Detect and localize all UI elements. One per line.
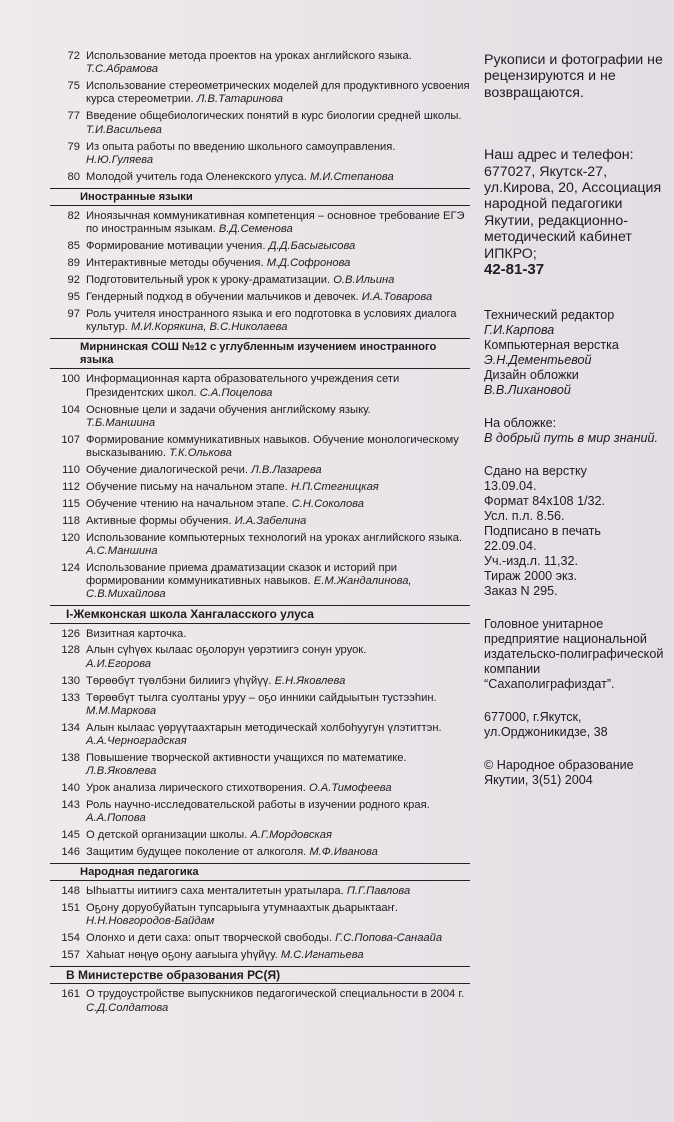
- toc-entry: [50, 846, 470, 859]
- article-title: Использование стереометрических моделей для продуктивного усвоения курса стереометрии.: [86, 80, 470, 106]
- article-author: О.А.Тимофеева: [308, 782, 392, 795]
- toc-entry: [50, 829, 470, 842]
- toc-entry: [50, 902, 470, 929]
- page-number: 138: [61, 751, 80, 764]
- article-author: Н.Н.Новгородов-Байдам: [86, 915, 215, 928]
- article-author: А.С.Маншина: [86, 544, 158, 557]
- article-title: Использование приема драматизации сказок и историй при формировании коммуникативных навыков.: [86, 561, 398, 588]
- article-author: М.И.Степанова: [309, 170, 394, 183]
- article-author: Е.Н.Яковлева: [274, 674, 346, 687]
- cover-design-name: В.В.Лихановой: [484, 383, 571, 398]
- article-author: С.Д.Солдатова: [86, 1001, 169, 1014]
- print-detail-line: Формат 84x108 1/32.: [484, 494, 606, 509]
- article-title: Подготовительный урок к уроку-драматизации.: [86, 273, 331, 286]
- article-author: Л.В.Яковлева: [86, 765, 157, 778]
- page-number: 130: [61, 674, 80, 687]
- toc-entry: [50, 722, 470, 749]
- article-title: Төрөөбүт түөлбэни билиигэ үһүйүү.: [86, 674, 272, 687]
- toc-entry: [50, 80, 470, 107]
- page-number: 82: [67, 209, 80, 222]
- publisher: Головное унитарное предприятие национальной издательско-полиграфической компании “Сахаполиграфиздат”.: [484, 617, 664, 692]
- article-author: А.А.Черноградская: [86, 735, 187, 748]
- toc-entry: [50, 628, 470, 641]
- toc-entry: [50, 308, 470, 335]
- print-detail-line: Тираж 2000 экз.: [484, 569, 577, 584]
- page-number: 154: [61, 932, 80, 945]
- page-number: 133: [61, 691, 80, 704]
- article-author: О.В.Ильина: [333, 273, 395, 286]
- toc-entry: [50, 240, 470, 253]
- page-number: 118: [62, 514, 80, 527]
- article-title: Основные цели и задачи обучения английскому языку.: [86, 403, 371, 416]
- page-number: 95: [67, 290, 80, 303]
- page-number: 85: [67, 240, 80, 253]
- section-heading: I-Жемконская школа Хангаласского улуса: [50, 605, 470, 623]
- print-detail-line: Заказ N 295.: [484, 584, 558, 599]
- toc-entry: [50, 274, 470, 287]
- article-title: Активные формы обучения.: [86, 514, 232, 527]
- imprint-column: [484, 52, 664, 806]
- toc-entry: [50, 675, 470, 688]
- article-author: М.Ф.Иванова: [309, 846, 378, 859]
- toc-entry: [50, 932, 470, 945]
- article-author: М.С.Игнатьева: [280, 949, 364, 962]
- section-heading: В Министерстве образования РС(Я): [50, 966, 470, 984]
- article-author: Л.В.Лазарева: [251, 464, 322, 477]
- article-title: Урок анализа лирического стихотворения.: [86, 782, 306, 795]
- page-number: 146: [61, 846, 80, 859]
- toc-entry: [50, 988, 470, 1015]
- table-of-contents: [50, 50, 470, 1019]
- page-number: 145: [61, 829, 80, 842]
- toc-entry: [50, 481, 470, 494]
- toc-entry: [50, 949, 470, 962]
- tech-editor-label: Технический редактор: [484, 308, 615, 323]
- article-author: А.И.Егорова: [86, 657, 152, 670]
- toc-entry: [50, 885, 470, 898]
- article-title: Формирование коммуникативных навыков. Обучение монологическому высказыванию.: [86, 433, 459, 460]
- article-author: Н.П.Стегницкая: [290, 480, 379, 493]
- toc-entry: [50, 498, 470, 511]
- tech-editor-name: Г.И.Карпова: [484, 323, 555, 338]
- print-detail-line: 22.09.04.: [484, 539, 537, 554]
- article-title: Олонхо и дети саха: опыт творческой свободы.: [86, 932, 332, 945]
- print-detail-line: Сдано на верстку: [484, 464, 587, 479]
- article-author: М.М.Маркова: [86, 704, 157, 717]
- toc-entry: [50, 692, 470, 719]
- article-author: А.А.Попова: [86, 812, 146, 825]
- article-author: Г.С.Попова-Санаайа: [335, 932, 443, 945]
- toc-entry: [50, 782, 470, 795]
- toc-entry: [50, 644, 470, 671]
- print-detail-line: Уч.-изд.л. 11,32.: [484, 554, 579, 569]
- article-author: Н.Ю.Гуляева: [86, 153, 154, 166]
- article-title: Роль научно-исследовательской работы в изучении родного края.: [86, 798, 430, 811]
- print-details: [484, 464, 664, 599]
- toc-entry: [50, 373, 470, 400]
- page-number: 124: [61, 561, 80, 574]
- toc-entry: [50, 141, 470, 168]
- toc-entry: [50, 50, 470, 77]
- layout-label: Компьютерная верстка: [484, 338, 619, 353]
- page-number: 75: [67, 80, 80, 93]
- toc-entry: [50, 404, 470, 431]
- article-title: Повышение творческой активности учащихся по математике.: [86, 751, 407, 764]
- toc-entry: [50, 171, 470, 184]
- toc-entry: [50, 291, 470, 304]
- phone-number: 42-81-37: [484, 261, 545, 279]
- cover-label: На обложке:: [484, 416, 557, 431]
- page-number: 115: [62, 497, 80, 510]
- article-title: Иноязычная коммуникативная компетенция – основное требование ЕГЭ по иностранным языкам.: [86, 209, 465, 236]
- article-title: Использование метода проектов на уроках английского языка.: [86, 50, 412, 62]
- article-author: С.Н.Соколова: [291, 497, 364, 510]
- article-title: Интерактивные методы обучения.: [86, 257, 264, 270]
- article-title: Из опыта работы по введению школьного самоуправления.: [86, 140, 396, 153]
- article-title: Информационная карта образовательного учреждения сети Президентских школ.: [86, 373, 400, 399]
- article-author: В.Д.Семенова: [218, 223, 293, 236]
- article-author: П.Г.Павлова: [346, 885, 411, 898]
- page-number: 72: [67, 50, 80, 62]
- article-title: Защитим будущее поколение от алкоголя.: [86, 846, 307, 859]
- toc-entry: [50, 110, 470, 137]
- article-title: Визитная карточка.: [86, 627, 187, 640]
- page-number: 100: [61, 373, 80, 386]
- page-number: 148: [61, 885, 80, 898]
- toc-entry: [50, 515, 470, 528]
- article-title: О детской организации школы.: [86, 829, 248, 842]
- article-author: А.Г.Мордовская: [250, 829, 332, 842]
- page-number: 77: [67, 110, 80, 123]
- article-title: Формирование мотивации учения.: [86, 240, 266, 253]
- page-number: 126: [61, 627, 80, 640]
- page-number: 120: [61, 531, 80, 544]
- manuscripts-note: Рукописи и фотографии не рецензируются и не возвращаются.: [484, 52, 663, 101]
- article-title: О трудоустройстве выпускников педагогической специальности в 2004 г.: [86, 988, 465, 1001]
- article-author: Т.С.Абрамова: [86, 63, 158, 76]
- publisher-address: 677000, г.Якутск, ул.Орджоникидзе, 38: [484, 710, 608, 740]
- page-number: 79: [67, 140, 80, 153]
- article-title: Введение общебиологических понятий в курс биологии средней школы.: [86, 110, 462, 123]
- print-detail-line: Подписано в печать: [484, 524, 601, 539]
- article-title: Ыһыатты иитиигэ саха менталитетын уратылара.: [86, 885, 344, 898]
- section-heading: Мирнинская СОШ №12 с углубленным изучением иностранного языка: [50, 338, 470, 370]
- article-author: Д.Д.Басыгысова: [268, 240, 356, 253]
- article-author: И.А.Товарова: [361, 290, 433, 303]
- page-number: 110: [62, 464, 80, 477]
- print-detail-line: 13.09.04.: [484, 479, 537, 494]
- page-number: 97: [67, 307, 80, 320]
- page-number: 161: [61, 988, 80, 1001]
- article-author: С.А.Поцелова: [199, 386, 273, 399]
- article-title: Хаһыат нөңүө оҕону аағыыга уһүйүу.: [86, 949, 278, 962]
- article-author: М.Д.Софронова: [266, 257, 351, 270]
- article-title: Гендерный подход в обучении мальчиков и девочек.: [86, 290, 359, 303]
- article-author: Е.М.Жандалинова, С.В.Михайлова: [86, 575, 412, 601]
- cover-note: [484, 416, 664, 446]
- page-number: 143: [61, 798, 80, 811]
- page-number: 92: [67, 273, 80, 286]
- article-title: Обучение диалогической речи.: [86, 464, 248, 477]
- article-title: Использование компьютерных технологий на уроках английского языка.: [86, 531, 463, 544]
- article-title: Роль учителя иностранного языка и его подготовка в условиях диалога культур.: [86, 307, 457, 333]
- article-title: Алын кылаас үөрүүтаахтарын методическай холбоһуугун үлэтиттэн.: [86, 721, 442, 734]
- page-number: 134: [61, 721, 80, 734]
- article-title: Обучение чтению на начальном этапе.: [86, 497, 289, 510]
- page-number: 89: [67, 257, 80, 270]
- article-author: И.А.Забелина: [234, 514, 307, 527]
- print-detail-line: Усл. п.л. 8.56.: [484, 509, 565, 524]
- credits: [484, 308, 664, 398]
- toc-entry: [50, 434, 470, 461]
- article-title: Оҕону доруобуйатын тупсарыыга утумнаахтык дьарыктааҥ.: [86, 902, 399, 915]
- page-number: 80: [67, 170, 80, 183]
- article-author: Т.К.Олькова: [169, 447, 232, 460]
- page-number: 157: [61, 949, 80, 962]
- toc-entry: [50, 210, 470, 237]
- toc-entry: [50, 532, 470, 559]
- page-number: 140: [61, 782, 80, 795]
- section-heading: Народная педагогика: [50, 863, 470, 881]
- article-author: Т.И.Васильева: [86, 123, 162, 136]
- address-block: [484, 147, 664, 278]
- page-number: 107: [61, 433, 80, 446]
- toc-entry: [50, 752, 470, 779]
- page-number: 128: [61, 644, 80, 657]
- article-author: Л.В.Татаринова: [196, 93, 283, 106]
- layout-name: Э.Н.Дементьевой: [484, 353, 592, 368]
- article-author: М.И.Корякина, В.С.Николаева: [131, 320, 288, 333]
- cover-design-label: Дизайн обложки: [484, 368, 579, 383]
- toc-entry: [50, 257, 470, 270]
- toc-entry: [50, 562, 470, 602]
- page-number: 151: [61, 902, 80, 915]
- page-number: 112: [62, 480, 80, 493]
- article-title: Молодой учитель года Оленекского улуса.: [86, 170, 307, 183]
- article-title: Алын сүһүөх кылаас оҕолорун үөрэтиигэ сонун уруок.: [86, 644, 367, 657]
- article-author: Т.Б.Маншина: [86, 416, 156, 429]
- address-text: Наш адрес и телефон: 677027, Якутск-27, ул.Кирова, 20, Ассоциация народной педагогики Якутии, редакционно-методический кабинет ИПКРО;: [484, 147, 662, 262]
- section-heading: Иностранные языки: [50, 188, 470, 206]
- toc-entry: [50, 464, 470, 477]
- page-number: 104: [61, 403, 80, 416]
- toc-entry: [50, 799, 470, 826]
- article-title: Обучение письму на начальном этапе.: [86, 480, 288, 493]
- article-title: Төрөөбүт тылга суолтаны уруу – оҕо инники сайдыытын тустээһин.: [86, 691, 437, 704]
- copyright: © Народное образование Якутии, 3(51) 2004: [484, 758, 634, 788]
- cover-text: В добрый путь в мир знаний.: [484, 431, 659, 446]
